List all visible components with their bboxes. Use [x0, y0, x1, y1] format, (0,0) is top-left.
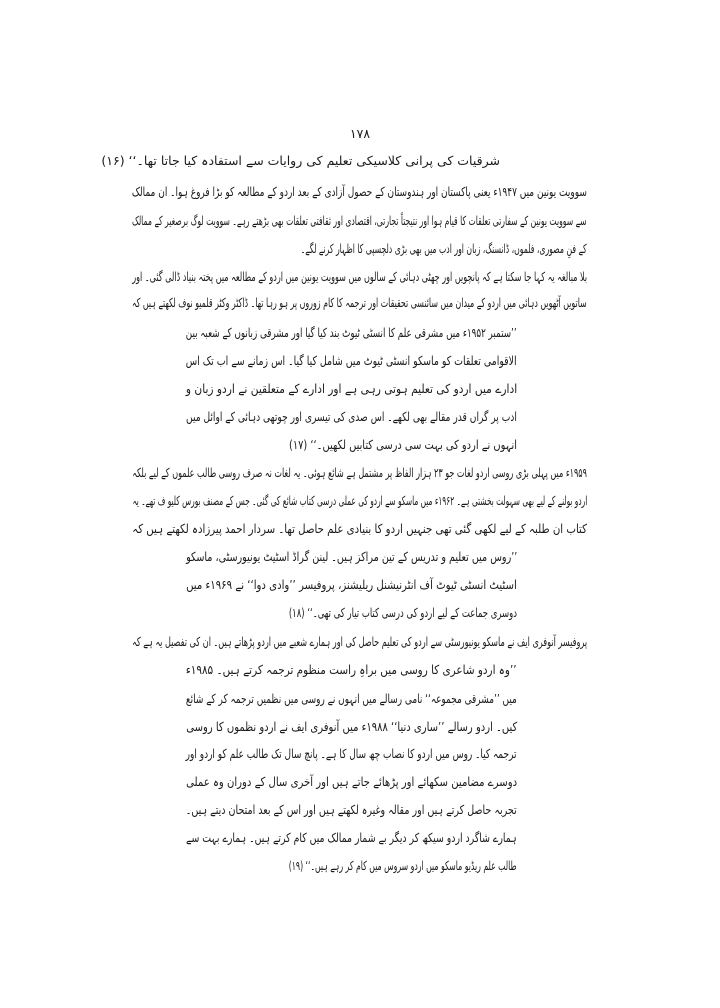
text-line: دوسری جماعت کے لیے اردو کی درسی کتاب تیار کی تھی۔‘‘ (۱۸) — [288, 605, 517, 620]
text-line: ’’ستمبر ۱۹۵۲ء میں مشرقی علم کا انسٹی ٹیوٹ بند کیا گیا اور مشرقی زبانوں کے شعبہ بین — [186, 325, 517, 340]
text-line: کیں۔ اردو رسالے ’’ساری دنیا‘‘ ۱۹۸۸ء میں آنوفری ایف نے اردو نظموں کا روسی — [185, 719, 517, 734]
text-line: ’’وہ اردو شاعری کا روسی میں براہِ راست منظوم ترجمہ کرتے ہیں۔ ۱۹۸۵ء — [186, 662, 517, 677]
text-line: ترجمہ کیا۔ روس میں اردو کا نصاب چھ سال کا ہے۔ پانچ سال تک طالب علم کو اردو اور — [186, 746, 517, 761]
text-line: اردو بولنے کے لیے بھی سہولت بخشتی ہے۔ ۱۹۶۲ء میں ماسکو سے اردو کی عملی درسی کتاب شائع کی گئی۔ جس کے مصنف بورس کلیو ف تھے۔ یہ — [132, 493, 587, 508]
text-line: ’’روس میں تعلیم و تدریس کے تین مراکز ہیں۔ لینن گراڈ اسٹیٹ یونیورسٹی، ماسکو — [185, 549, 517, 564]
text-line: ادارے میں اردو کی تعلیم ہوتی رہی ہے اور ادارے کے متعلقین نے اردو زبان و — [185, 381, 517, 396]
text-line: دوسرے مضامین سکھائے اور پڑھائے جاتے ہیں اور آخری سال کے دوران وہ عملی — [186, 774, 517, 789]
text-line: ۱۹۵۹ء میں پہلی بڑی روسی اردو لغات جو ۲۳ ہزار الفاظ پر مشتمل ہے شائع ہوئی۔ یہ لغات نہ صرف روسی طالب علموں کے لیے بلکہ — [132, 465, 587, 480]
text-line: کے فنِ مصوری، فلموں، ڈانسنگ، زبان اور ادب میں بھی بڑی دلچسپی کا اظہار کرنے لگے۔ — [301, 241, 587, 256]
text-line: تجربہ حاصل کرتے ہیں اور مقالہ وغیرہ لکھتے ہیں اور اس کے بعد امتحان دیتے ہیں۔ — [186, 802, 517, 817]
text-line: ادب پر گراں قدر مقالے بھی لکھے۔ اس صدی کی تیسری اور چوتھی دہائی کے اوائل میں — [186, 409, 517, 424]
text-line: اسٹیٹ انسٹی ٹیوٹ آف انٹرنیشنل ریلیشنز، پروفیسر ’’وادی دوا‘‘ نے ۱۹۶۹ء میں — [186, 577, 517, 592]
text-line: بلا مبالغہ یہ کہا جا سکتا ہے کہ پانچویں اور چھٹی دہائی کے سالوں میں سوویت یونین میں اردو کے مطالعہ میں پختہ بنیاد ڈالی گئی۔ اور — [132, 269, 587, 284]
text-line: سوویت یونین میں ۱۹۴۷ء یعنی پاکستان اور ہندوستان کے حصول آزادی کے بعد اردو کے مطالعہ کو بڑا فروغ ہوا۔ ان ممالک — [131, 184, 587, 199]
text-line: ہمارے شاگرد اردو سیکھ کر دیگر بے شمار ممالک میں کام کرتے ہیں۔ ہمارے بہت سے — [186, 830, 517, 845]
text-line: طالب علم ریڈیو ماسکو میں اردو سروس میں کام کر رہے ہیں۔‘‘ (۱۹) — [289, 858, 517, 873]
text-line: ساتویں آٹھویں دہائی میں اردو کے میدان میں سائنسی تحقیقات اور ترجمہ کا کام زوروں پر ہو رہا تھا۔ ڈاکٹر وکٹر قلمیو نوف لکھتے ہیں کہ — [132, 295, 587, 310]
text-line: پروفیسر آنوفری ایف نے ماسکو یونیورسٹی سے اردو کی تعلیم حاصل کی اور ہمارے شعبے میں اردو پڑھاتے ہیں۔ ان کی تفصیل یہ ہے کہ — [131, 634, 587, 649]
text-line: الاقوامی تعلقات کو ماسکو انسٹی ٹیوٹ میں شامل کیا گیا۔ اس زمانے سے اب تک اس — [186, 353, 517, 368]
text-line: انہوں نے اردو کی بہت سی درسی کتابیں لکھیں۔‘‘ (۱۷) — [289, 437, 517, 452]
page-number: ۱۷۸ — [349, 126, 371, 141]
text-line: میں ’’مشرقی مجموعہ‘‘ نامی رسالے میں انہوں نے روسی میں نظمیں ترجمہ کر کے شائع — [186, 691, 517, 706]
text-line: شرقیات کی پرانی کلاسیکی تعلیم کی روایات سے استفادہ کیا جاتا تھا۔‘‘ (۱۶) — [101, 153, 500, 168]
text-line: کتاب ان طلبہ کے لیے لکھی گئی تھی جنہیں اردو کا بنیادی علم حاصل تھا۔ سردار احمد پیرزادہ لکھتے ہیں کہ — [132, 521, 587, 536]
text-line: سے سوویت یونین کے سفارتی تعلقات کا قیام ہوا اور نتیجتاً تجارتی، اقتصادی اور ثقافتی تعلقات بھی بڑھتے رہے۔ سوویت لوگ برصغیر کے ممالک — [132, 213, 587, 228]
